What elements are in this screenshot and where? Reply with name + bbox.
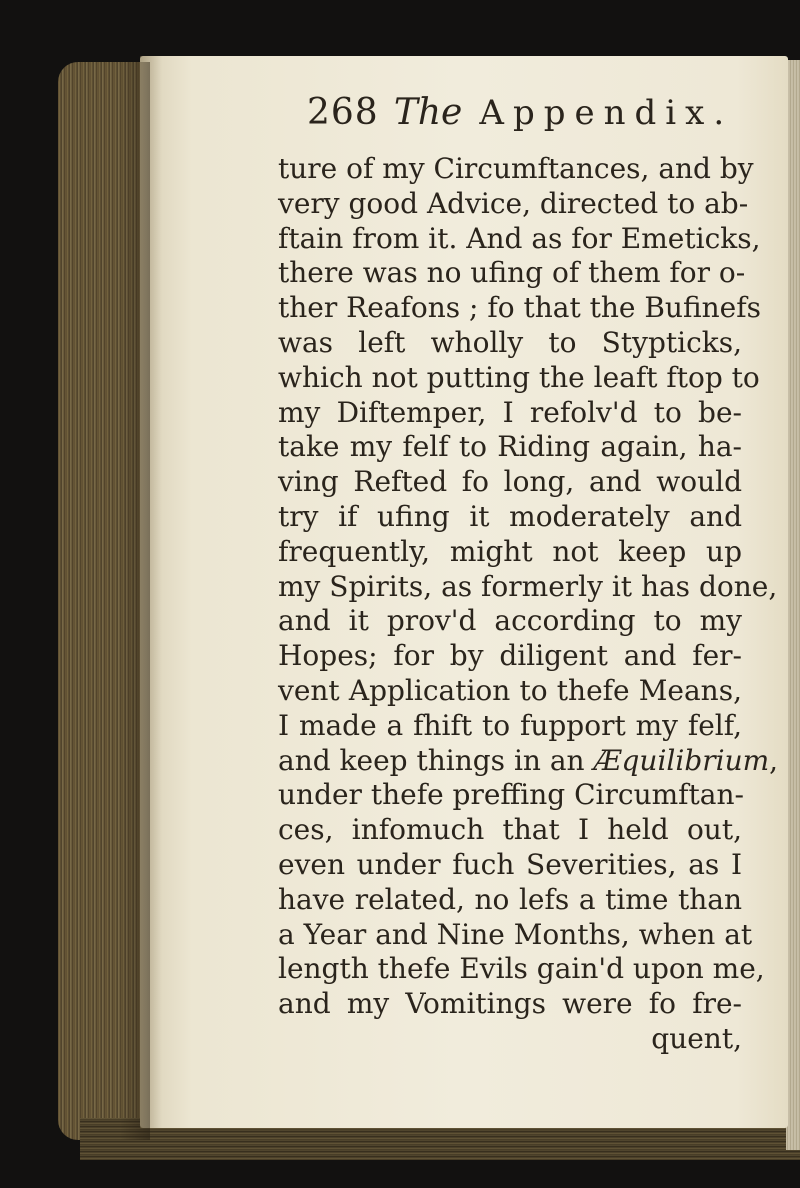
text-segment: and keep things in an: [278, 743, 594, 777]
text-line: was left wholly to Stypticks,: [278, 325, 742, 359]
text-line: vent Application to thefe Means,: [278, 673, 742, 707]
text-line: Hopes; for by diligent and fer-: [278, 639, 742, 673]
page-number: 268: [307, 92, 379, 133]
running-head-title: Appendix.: [479, 93, 734, 133]
page-gutter-shadow: [140, 56, 162, 1128]
text-line: very good Advice, directed to ab-: [278, 186, 749, 220]
text-line: take my felf to Riding again, ha-: [278, 430, 742, 464]
running-head-article: The: [393, 92, 463, 133]
body-text: [278, 152, 779, 1057]
text-line: my Diftemper, I refolv'd to be-: [278, 395, 742, 429]
text-line: which not putting the leaft ftop to: [278, 360, 760, 394]
book-right-page-edges: [786, 60, 800, 1150]
catchword: quent,: [651, 1021, 742, 1055]
text-segment: ,: [769, 743, 779, 777]
text-line: length thefe Evils gain'd upon me,: [278, 952, 765, 986]
text-line: and it prov'd according to my: [278, 604, 742, 638]
text-line-with-italic: [278, 743, 779, 779]
text-line: and my Vomitings were fo fre-: [278, 987, 742, 1021]
italic-term: Æquilibrium: [593, 743, 770, 777]
text-line: under thefe preffing Circumftan-: [278, 778, 744, 812]
text-line: ture of my Circumftances, and by: [278, 152, 754, 185]
text-line: even under fuch Severities, as I: [278, 847, 742, 881]
text-line: a Year and Nine Months, when at: [278, 917, 753, 951]
text-line: frequently, might not keep up: [278, 534, 742, 568]
text-line: ftain from it. And as for Emeticks,: [278, 221, 761, 255]
text-line: ving Refted fo long, and would: [278, 465, 742, 499]
text-line: have related, no lefs a time than: [278, 882, 742, 916]
text-line: ces, infomuch that I held out,: [278, 813, 742, 847]
page-header: [307, 92, 757, 152]
text-line: try if ufing it moderately and: [278, 499, 742, 533]
text-line: there was no ufing of them for o-: [278, 256, 746, 290]
text-line: my Spirits, as formerly it has done,: [278, 569, 778, 603]
text-line: I made a fhift to fupport my felf,: [278, 708, 742, 742]
text-line: ther Reafons ; fo that the Bufinefs: [278, 291, 761, 325]
